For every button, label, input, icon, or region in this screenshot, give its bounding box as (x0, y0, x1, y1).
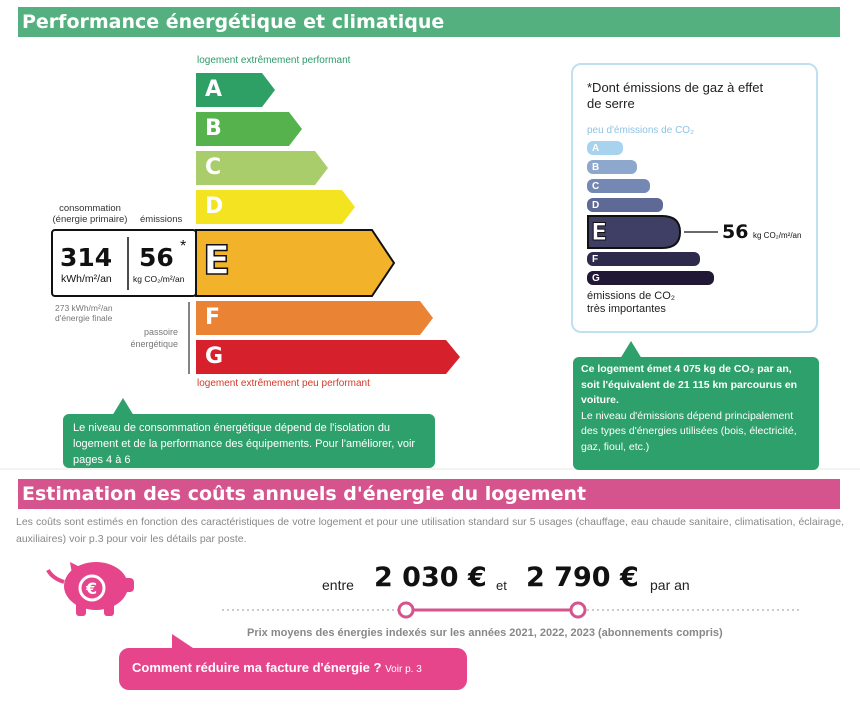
ges-letter-a: A (592, 143, 600, 154)
cost-min-marker (399, 603, 413, 617)
ges-letter-e: E (591, 218, 608, 246)
dpe-letter-e: E (203, 238, 231, 284)
dpe-letter-f: F (205, 305, 221, 330)
emissions-value: 56 (139, 243, 174, 272)
reduce-bill-page: Voir p. 3 (385, 664, 422, 675)
ges-letter-f: F (592, 254, 599, 265)
cost-max-marker (571, 603, 585, 617)
svg-text:€: € (86, 579, 98, 598)
cost-range-scale (0, 600, 860, 620)
ges-tip-normal: Le niveau d'émissions dépend principalement des types d'énergies utilisées (bois, électricité, gaz, fioul, etc.) (581, 409, 797, 453)
ges-bar-f (587, 252, 700, 266)
costs-min: 2 030 € (374, 562, 487, 593)
ges-bar-g (587, 271, 714, 285)
dpe-letter-g: G (205, 344, 224, 369)
ges-top-label: peu d'émissions de CO₂ (587, 125, 694, 136)
ges-tip (573, 357, 819, 470)
ges-letter-d: D (592, 200, 600, 211)
dpe-letter-b: B (205, 116, 222, 141)
dpe-letter-c: C (205, 155, 222, 180)
dpe-bar-g (196, 340, 460, 374)
emissions-header: émissions (140, 214, 183, 225)
emissions-star: * (180, 238, 187, 255)
ges-tip-bold: Ce logement émet 4 075 kg de CO₂ par an, soit l'équivalent de 21 115 km parcourus en voiture. (581, 363, 798, 406)
perf-tip: Le niveau de consommation énergétique dépend de l'isolation du logement et de la performance des équipements. Pour l'améliorer, voir pages 4 à 6 (63, 414, 435, 468)
consumption-value: 314 (60, 243, 113, 272)
dpe-bar-f (196, 301, 433, 335)
ges-letter-c: C (592, 181, 600, 192)
passoire-label: passoire énergétique (130, 327, 178, 349)
ges-title: *Dont émissions de gaz à effet de serre (587, 80, 764, 111)
consumption-header: consommation (énergie primaire) (52, 203, 128, 225)
costs-and: et (496, 578, 507, 593)
costs-per-year: par an (650, 577, 690, 593)
costs-note: Prix moyens des énergies indexés sur les années 2021, 2022, 2023 (abonnements compris) (247, 627, 723, 639)
scale-top-label: logement extrêmement performant (197, 55, 351, 66)
scale-bottom-label: logement extrêmement peu performant (197, 378, 370, 389)
reduce-bill-label: Comment réduire ma facture d'énergie ? (132, 660, 382, 675)
ges-unit: kg CO₂/m²/an (753, 231, 802, 240)
costs-description: Les coûts sont estimés en fonction des caractéristiques de votre logement et pour une utilisation standard sur 5 usages (chauffage, eau chaude sanitaire, climatisation, éclairage, auxiliaires) voir p.3 pour voir les détails par poste. (16, 516, 844, 545)
emissions-unit: kg CO₂/m²/an (133, 274, 185, 284)
ges-value: 56 (722, 221, 749, 243)
ges-letter-b: B (592, 162, 600, 173)
final-energy-label: 273 kWh/m²/an d'énergie finale (55, 303, 113, 323)
costs-between: entre (322, 577, 354, 593)
ges-letter-g: G (592, 273, 600, 284)
dpe-letter-a: A (205, 77, 223, 102)
dpe-letter-d: D (205, 194, 224, 219)
ges-scale (0, 0, 860, 300)
perf-title: Performance énergétique et climatique (18, 7, 840, 37)
reduce-bill-button[interactable] (119, 648, 467, 690)
costs-max: 2 790 € (526, 562, 639, 593)
costs-title: Estimation des coûts annuels d'énergie du logement (18, 479, 840, 509)
consumption-unit: kWh/m²/an (61, 273, 112, 285)
ges-bottom-label: émissions de CO₂ très importantes (587, 290, 676, 315)
